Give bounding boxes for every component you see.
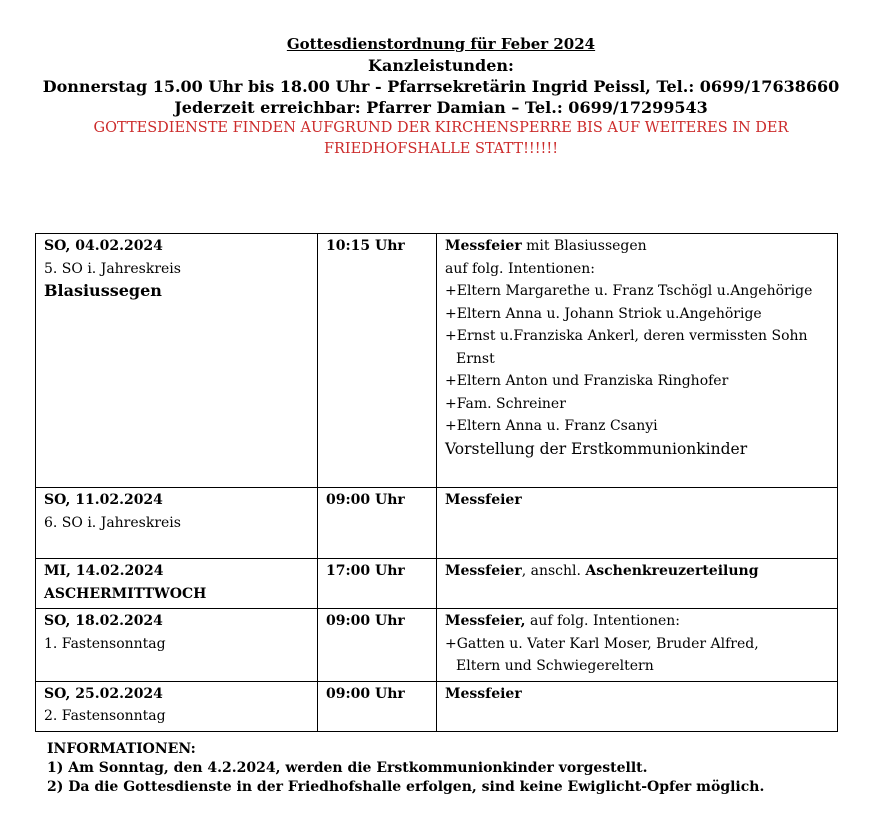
intention-line: +Eltern Margarethe u. Franz Tschögl u.Angehörige [445,283,813,299]
table-row [36,234,838,488]
description-cell [437,681,838,731]
table-row [36,488,838,559]
description-cell [437,488,838,559]
closure-notice: GOTTESDIENSTE FINDEN AUFGRUND DER KIRCHENSPERRE BIS AUF WEITERES IN DER FRIEDHOFSHALLE STATT!!!!!! [93,120,789,157]
service-title: Messfeier [445,685,522,702]
service-date: MI, 14.02.2024 [44,563,164,579]
table-row [36,609,838,682]
intention-line: +Eltern Anton und Franziska Ringhofer [445,373,729,389]
service-time: 17:00 Uhr [318,559,437,609]
service-day-label: 5. SO i. Jahreskreis [44,260,181,277]
information-item: 2) Da die Gottesdienste in der Friedhofshalle erfolgen, sind keine Ewiglicht-Opfer möglich. [47,779,765,795]
service-time: 09:00 Uhr [318,609,437,682]
description-cell [437,559,838,609]
intention-line: +Fam. Schreiner [445,395,566,412]
intention-line: auf folg. Intentionen: [445,260,595,277]
service-time: 09:00 Uhr [318,681,437,731]
service-day-label: 1. Fastensonntag [44,635,166,652]
service-date: SO, 11.02.2024 [44,492,163,508]
service-time: 09:00 Uhr [318,488,437,559]
intention-line: +Ernst u.Franziska Ankerl, deren vermissten Sohn [445,328,808,344]
information-item: 1) Am Sonntag, den 4.2.2024, werden die Erstkommunionkinder vorgestellt. [47,760,648,776]
service-title-extra: Aschenkreuzerteilung [585,563,759,579]
date-cell [36,234,318,488]
service-title: Messfeier, [445,613,526,629]
service-extra: Blasiussegen [44,281,162,300]
intention-line: +Gatten u. Vater Karl Moser, Bruder Alfred, [445,635,759,652]
intention-line: +Eltern Anna u. Franz Csanyi [445,418,658,434]
service-title-rest: mit Blasiussegen [521,238,647,254]
service-title: Messfeier [445,238,522,254]
service-title: Messfeier [445,492,522,508]
service-date: SO, 04.02.2024 [44,238,163,254]
service-day-label: 6. SO i. Jahreskreis [44,514,181,531]
date-cell [36,559,318,609]
description-cell [437,609,838,682]
service-date: SO, 18.02.2024 [44,613,163,629]
date-cell [36,488,318,559]
service-title-rest: auf folg. Intentionen: [525,613,680,629]
information-section [47,740,764,797]
service-day-label: 2. Fastensonntag [44,708,166,724]
service-schedule-table [35,233,838,732]
office-hours: Donnerstag 15.00 Uhr bis 18.00 Uhr - Pfarrsekretärin Ingrid Peissl, Tel.: 0699/17638660 [42,77,840,96]
information-heading: INFORMATIONEN: [47,741,196,757]
contact-reachable: Jederzeit erreichbar: Pfarrer Damian – Tel.: 0699/17299543 [174,98,708,117]
service-day-label: ASCHERMITTWOCH [44,585,207,602]
service-title: Messfeier [445,563,522,579]
table-row [36,559,838,609]
table-row [36,681,838,731]
date-cell [36,681,318,731]
intention-line: Eltern und Schwiegereltern [456,658,654,674]
service-closing: Vorstellung der Erstkommunionkinder [445,439,748,458]
service-date: SO, 25.02.2024 [44,685,163,702]
description-cell [437,234,838,488]
office-hours-label: Kanzleistunden: [368,56,514,75]
intention-line: Ernst [456,350,495,367]
document-title: Gottesdienstordnung für Feber 2024 [286,35,596,53]
service-title-rest: , anschl. [521,563,586,579]
date-cell [36,609,318,682]
intention-line: +Eltern Anna u. Johann Striok u.Angehörige [445,305,762,322]
service-time: 10:15 Uhr [318,234,437,488]
document-header [0,34,882,160]
